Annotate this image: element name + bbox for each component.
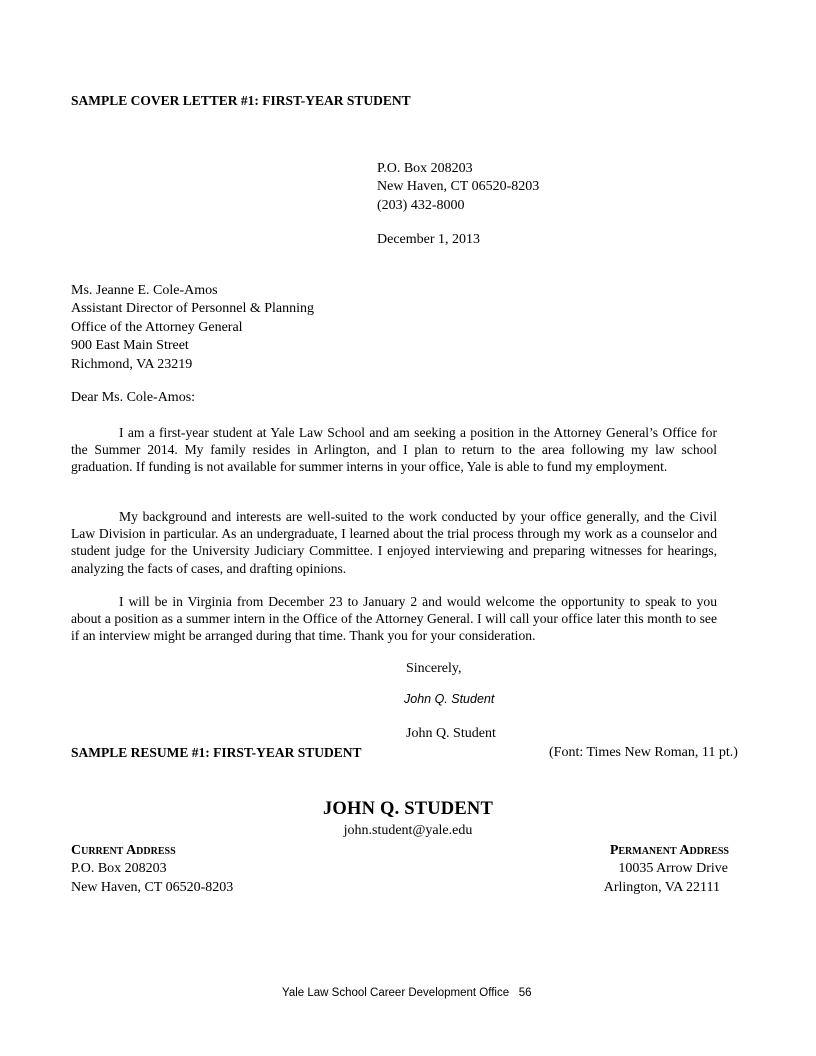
resume-name: JOHN Q. STUDENT <box>322 799 494 819</box>
letter-date: December 1, 2013 <box>377 232 481 247</box>
recipient-line: Richmond, VA 23219 <box>71 356 193 372</box>
recipient-line: Office of the Attorney General <box>71 319 243 335</box>
permanent-address-line: Arlington, VA 22111 <box>603 879 720 895</box>
sender-address-line: P.O. Box 208203 <box>377 161 473 176</box>
typed-name: John Q. Student <box>406 726 496 741</box>
paragraph-text: I will be in Virginia from December 23 to January 2 and would welcome the opportunity to speak to you about a position as a summer intern in the Office of the Attorney General. I will call your office later this month to see if an interview might be arranged during that time. Thank you for your consideration. <box>71 594 717 644</box>
sender-address-line: (203) 432-8000 <box>377 197 465 213</box>
page-footer <box>282 987 532 999</box>
current-address-label: Current Address <box>71 843 176 858</box>
current-address-line: P.O. Box 208203 <box>71 861 167 877</box>
closing: Sincerely, <box>406 661 462 676</box>
sender-address <box>377 160 539 215</box>
body-paragraph-1 <box>71 424 717 476</box>
paragraph-text: I am a first-year student at Yale Law School and am seeking a position in the Attorney General’s Office for the Summer 2014. My family resides in Arlington, and I plan to return to the area following my law school graduation. If funding is not available for summer interns in your office, Yale is able to fund my employment. <box>71 425 717 475</box>
salutation: Dear Ms. Cole-Amos: <box>71 390 196 405</box>
permanent-address-line: 10035 Arrow Drive <box>618 861 728 877</box>
current-address-line: New Haven, CT 06520-8203 <box>71 879 234 895</box>
recipient-line: 900 East Main Street <box>71 338 189 354</box>
font-note: (Font: Times New Roman, 11 pt.) <box>549 745 738 760</box>
recipient-address <box>71 282 314 374</box>
letter-heading: SAMPLE COVER LETTER #1: FIRST-YEAR STUDENT <box>71 93 411 108</box>
recipient-line: Ms. Jeanne E. Cole-Amos <box>71 283 218 298</box>
footer-text: Yale Law School Career Development Office <box>282 987 510 999</box>
body-paragraph-2 <box>71 508 717 577</box>
resume-heading: SAMPLE RESUME #1: FIRST-YEAR STUDENT <box>71 745 362 760</box>
permanent-address-label: Permanent Address <box>609 843 729 858</box>
body-paragraph-3 <box>71 593 717 645</box>
page-number: 56 <box>518 987 532 999</box>
paragraph-text: My background and interests are well-suited to the work conducted by your office generally, and the Civil Law Division in particular. As an undergraduate, I learned about the trial process through my work as a counselor and student judge for the University Judiciary Committee. I enjoyed interviewing and preparing witnesses for hearings, analyzing the facts of cases, and drafting opinions. <box>71 509 717 576</box>
signature: John Q. Student <box>404 692 495 706</box>
resume-email: john.student@yale.edu <box>343 823 473 838</box>
recipient-line: Assistant Director of Personnel & Planning <box>71 301 315 317</box>
sender-address-line: New Haven, CT 06520-8203 <box>377 179 540 195</box>
current-address <box>71 842 233 897</box>
permanent-address <box>604 842 729 897</box>
